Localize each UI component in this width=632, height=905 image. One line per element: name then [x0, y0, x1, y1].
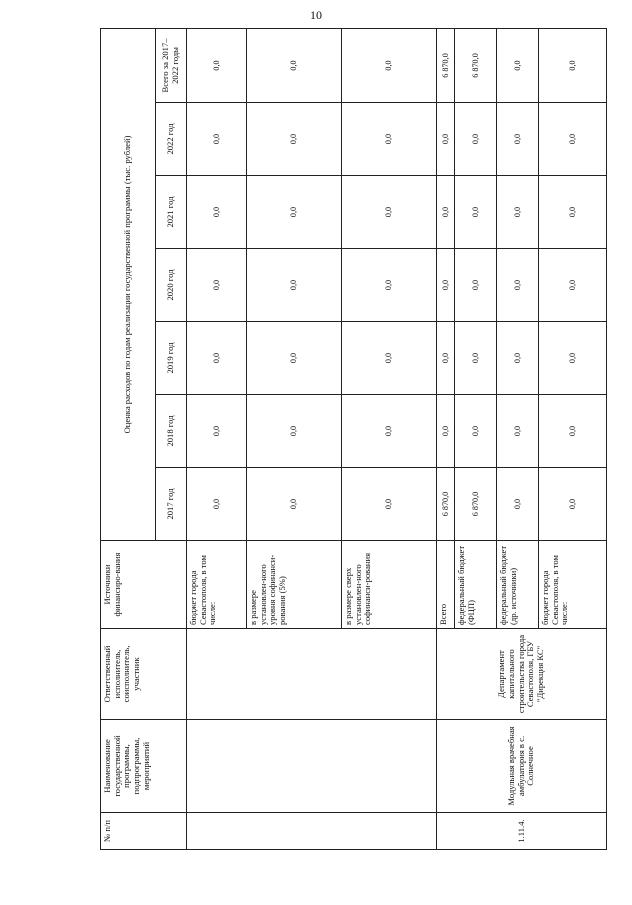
value-cell: 0,0: [187, 395, 247, 468]
value-cell: 0,0: [247, 395, 342, 468]
item-responsible: Департамент капитального строительства города Севастополя, ГБУ "Дирекция КС": [437, 629, 607, 720]
value-cell: 0,0: [187, 103, 247, 176]
value-cell: 0,0: [455, 322, 497, 395]
value-cell: 0,0: [437, 395, 455, 468]
value-cell: 0,0: [247, 103, 342, 176]
header-year: 2018 год: [156, 395, 187, 468]
empty-cell: [187, 720, 437, 813]
value-cell: 0,0: [497, 322, 539, 395]
value-cell: 0,0: [342, 103, 437, 176]
value-cell: 0,0: [342, 28, 437, 102]
value-cell: 6 870,0: [437, 28, 455, 102]
value-cell: 0,0: [455, 395, 497, 468]
value-cell: 0,0: [247, 322, 342, 395]
value-cell: 0,0: [455, 249, 497, 322]
header-source: Источники финансиро-вания: [101, 541, 187, 629]
header-year: 2021 год: [156, 176, 187, 249]
empty-cell: [187, 813, 437, 850]
value-cell: 0,0: [247, 468, 342, 541]
rotated-table-area: [100, 28, 606, 850]
value-cell: 0,0: [187, 468, 247, 541]
value-cell: 0,0: [539, 28, 607, 102]
table-row: [187, 28, 247, 849]
header-responsible: Ответственный исполнитель, соисполнитель, участник: [101, 629, 187, 720]
value-cell: 0,0: [187, 28, 247, 102]
header-year: 2020 год: [156, 249, 187, 322]
table-row: [437, 28, 455, 849]
value-cell: 0,0: [497, 395, 539, 468]
source-cell: федеральный бюджет (др. источники): [497, 541, 539, 629]
header-name: Наименование государственной программы, подпрограммы, мероприятий: [101, 720, 187, 813]
value-cell: 0,0: [342, 468, 437, 541]
value-cell: 0,0: [342, 249, 437, 322]
value-cell: 0,0: [455, 176, 497, 249]
header-estimate-title: Оценка расходов по годам реализации государственной программы (тыс. рублей): [101, 28, 156, 540]
budget-table: [100, 28, 607, 850]
source-cell: в размере сверх установлен-ного софинанси-рования: [342, 541, 437, 629]
item-number: 1.11.4.: [437, 813, 607, 850]
value-cell: 6 870,0: [455, 28, 497, 102]
value-cell: 0,0: [187, 176, 247, 249]
value-cell: 0,0: [539, 322, 607, 395]
header-row: [101, 28, 156, 849]
value-cell: 0,0: [187, 322, 247, 395]
header-total: Всего за 2017–2022 годы: [156, 28, 187, 102]
value-cell: 0,0: [497, 28, 539, 102]
value-cell: 0,0: [342, 176, 437, 249]
value-cell: 0,0: [437, 322, 455, 395]
value-cell: 0,0: [539, 103, 607, 176]
value-cell: 0,0: [539, 249, 607, 322]
value-cell: 6 870,0: [455, 468, 497, 541]
value-cell: 0,0: [497, 176, 539, 249]
value-cell: 0,0: [247, 249, 342, 322]
value-cell: 0,0: [539, 176, 607, 249]
source-cell: в размере установлен-ного уровня софинанси-рования (5%): [247, 541, 342, 629]
value-cell: 0,0: [437, 176, 455, 249]
empty-cell: [187, 629, 437, 720]
item-name: Модульная врачебная амбулатория в с. Солнечное: [437, 720, 607, 813]
value-cell: 0,0: [539, 468, 607, 541]
value-cell: 0,0: [497, 103, 539, 176]
value-cell: 0,0: [497, 249, 539, 322]
source-cell: федеральный бюджет (ФЦП): [455, 541, 497, 629]
value-cell: 0,0: [437, 249, 455, 322]
value-cell: 0,0: [342, 322, 437, 395]
value-cell: 0,0: [247, 28, 342, 102]
header-num: № п/п: [101, 813, 187, 850]
page-number: 10: [310, 8, 322, 22]
value-cell: 0,0: [247, 176, 342, 249]
value-cell: 0,0: [497, 468, 539, 541]
value-cell: 0,0: [437, 103, 455, 176]
value-cell: 6 870,0: [437, 468, 455, 541]
source-cell: Всего: [437, 541, 455, 629]
value-cell: 0,0: [539, 395, 607, 468]
header-year: 2022 год: [156, 103, 187, 176]
source-cell: бюджет города Севастополя, в том числе:: [539, 541, 607, 629]
value-cell: 0,0: [187, 249, 247, 322]
header-year: 2019 год: [156, 322, 187, 395]
value-cell: 0,0: [455, 103, 497, 176]
value-cell: 0,0: [342, 395, 437, 468]
source-cell: бюджет города Севастополя, в том числе:: [187, 541, 247, 629]
header-year: 2017 год: [156, 468, 187, 541]
